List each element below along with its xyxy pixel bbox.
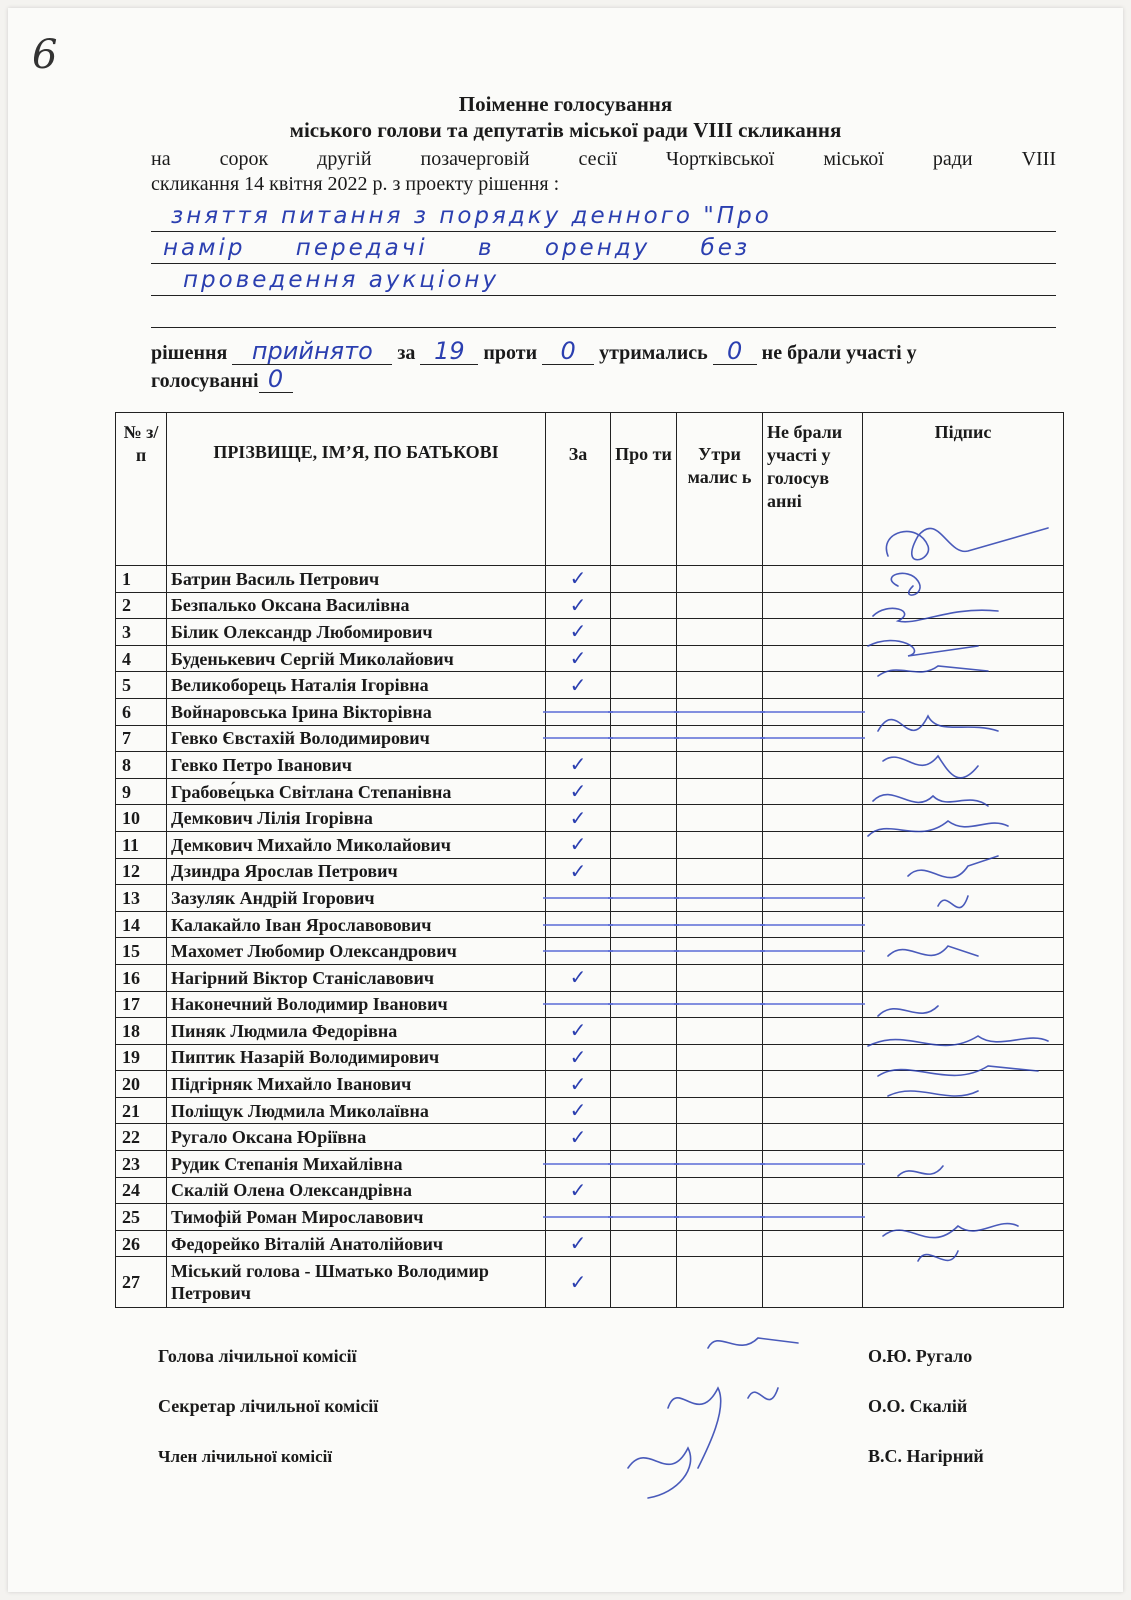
handwritten-page-number: 6 xyxy=(32,32,58,78)
decision-summary xyxy=(151,338,1056,394)
commission-secretary xyxy=(158,1396,1038,1417)
absent-dash xyxy=(608,1216,679,1218)
cell-za xyxy=(546,1151,611,1178)
cell-proty xyxy=(611,619,677,646)
deputy-name: Демкович Михайло Миколайович xyxy=(167,831,546,858)
cell-utrym xyxy=(677,1124,763,1151)
row-number: 10 xyxy=(116,805,167,832)
cell-proty xyxy=(611,672,677,699)
document-title: Поіменне голосування xyxy=(458,92,673,116)
absent-dash xyxy=(543,1003,613,1005)
cell-ne-braly xyxy=(763,1177,863,1204)
commission-chair xyxy=(158,1346,1038,1367)
session-line-1: на сорок другій позачерговій сесії Чортківської міської ради VIII xyxy=(151,148,1056,170)
deputy-name: Нагірний Віктор Станіславович xyxy=(167,964,546,991)
check-mark: ✓ xyxy=(569,619,587,644)
check-mark: ✓ xyxy=(569,566,587,591)
deputy-name: Гевко Петро Іванович xyxy=(167,752,546,779)
cell-ne-braly xyxy=(763,645,863,672)
row-number: 18 xyxy=(116,1018,167,1045)
cell-ne-braly xyxy=(763,1257,863,1308)
cell-utrym xyxy=(677,805,763,832)
absent-dash xyxy=(543,950,613,952)
cell-ne-braly xyxy=(763,619,863,646)
row-number: 9 xyxy=(116,778,167,805)
cell-za xyxy=(546,885,611,912)
absent-dash xyxy=(674,737,765,739)
cell-proty xyxy=(611,752,677,779)
cell-utrym xyxy=(677,1204,763,1231)
absent-dash xyxy=(543,1216,613,1218)
row-number: 3 xyxy=(116,619,167,646)
cell-proty xyxy=(611,885,677,912)
cell-proty xyxy=(611,991,677,1018)
deputy-name: Поліщук Людмила Миколаївна xyxy=(167,1097,546,1124)
deputy-name: Войнаровська Ірина Вікторівна xyxy=(167,698,546,725)
cell-utrym xyxy=(677,964,763,991)
deputy-name: Зазуляк Андрій Ігорович xyxy=(167,885,546,912)
cell-ne-braly xyxy=(763,991,863,1018)
ne-braly-count: 0 xyxy=(259,366,293,393)
cell-ne-braly xyxy=(763,885,863,912)
deputy-signatures xyxy=(858,516,1058,1276)
row-number: 25 xyxy=(116,1204,167,1231)
deputy-name: Ругало Оксана Юріївна xyxy=(167,1124,546,1151)
deputy-name: Дзиндра Ярослав Петрович xyxy=(167,858,546,885)
cell-ne-braly xyxy=(763,1124,863,1151)
check-mark: ✓ xyxy=(569,805,587,830)
cell-proty xyxy=(611,858,677,885)
deputy-name: Рудик Степанія Михайлівна xyxy=(167,1151,546,1178)
cell-za xyxy=(546,725,611,752)
check-mark: ✓ xyxy=(569,779,587,804)
deputy-name: Батрин Василь Петрович xyxy=(167,566,546,593)
header-num: № з/п xyxy=(116,413,167,566)
cell-utrym xyxy=(677,1257,763,1308)
absent-dash xyxy=(543,897,613,899)
cell-za xyxy=(546,1044,611,1071)
row-number: 8 xyxy=(116,752,167,779)
cell-proty xyxy=(611,592,677,619)
ne-braly-label: не брали участі у xyxy=(761,342,917,364)
cell-proty xyxy=(611,964,677,991)
cell-ne-braly xyxy=(763,1071,863,1098)
cell-proty xyxy=(611,1097,677,1124)
cell-proty xyxy=(611,645,677,672)
cell-ne-braly xyxy=(763,1151,863,1178)
decision-label: рішення xyxy=(151,342,228,364)
check-mark: ✓ xyxy=(569,1018,587,1043)
cell-utrym xyxy=(677,672,763,699)
row-number: 1 xyxy=(116,566,167,593)
absent-dash xyxy=(543,1163,613,1165)
row-number: 27 xyxy=(116,1257,167,1308)
row-number: 17 xyxy=(116,991,167,1018)
row-number: 2 xyxy=(116,592,167,619)
cell-ne-braly xyxy=(763,1044,863,1071)
cell-ne-braly xyxy=(763,858,863,885)
absent-dash xyxy=(674,1163,765,1165)
deputy-name: Демкович Лілія Ігорівна xyxy=(167,805,546,832)
deputy-name: Махомет Любомир Олександрович xyxy=(167,938,546,965)
cell-proty xyxy=(611,1044,677,1071)
za-count: 19 xyxy=(420,338,478,365)
deputy-name: Гевко Євстахій Володимирович xyxy=(167,725,546,752)
cell-za xyxy=(546,938,611,965)
cell-utrym xyxy=(677,698,763,725)
cell-proty xyxy=(611,911,677,938)
cell-za xyxy=(546,1230,611,1257)
cell-utrym xyxy=(677,619,763,646)
project-line: зняття питання з порядку денного "Про xyxy=(151,200,1056,232)
check-mark: ✓ xyxy=(569,858,587,883)
absent-dash xyxy=(608,737,679,739)
row-number: 15 xyxy=(116,938,167,965)
cell-proty xyxy=(611,805,677,832)
deputy-name: Скалій Олена Олександрівна xyxy=(167,1177,546,1204)
chair-name: О.Ю. Ругало xyxy=(868,1346,973,1366)
project-line xyxy=(151,296,1056,328)
absent-dash xyxy=(760,711,865,713)
deputy-name: Калакайло Іван Ярославовович xyxy=(167,911,546,938)
row-number: 6 xyxy=(116,698,167,725)
cell-proty xyxy=(611,1204,677,1231)
cell-ne-braly xyxy=(763,1097,863,1124)
cell-utrym xyxy=(677,1071,763,1098)
deputy-name: Міський голова - Шматько Володимир Петрович xyxy=(167,1257,546,1308)
cell-proty xyxy=(611,1018,677,1045)
cell-ne-braly xyxy=(763,752,863,779)
cell-proty xyxy=(611,1151,677,1178)
cell-za xyxy=(546,698,611,725)
cell-proty xyxy=(611,831,677,858)
cell-proty xyxy=(611,698,677,725)
member-label: Член лічильної комісії xyxy=(158,1447,333,1466)
cell-utrym xyxy=(677,991,763,1018)
deputy-name: Федорейко Віталій Анатолійович xyxy=(167,1230,546,1257)
deputy-name: Буденькевич Сергій Миколайович xyxy=(167,645,546,672)
row-number: 26 xyxy=(116,1230,167,1257)
commission-signatures xyxy=(608,1318,808,1508)
check-mark: ✓ xyxy=(569,1231,587,1256)
row-number: 12 xyxy=(116,858,167,885)
cell-utrym xyxy=(677,885,763,912)
absent-dash xyxy=(674,950,765,952)
cell-proty xyxy=(611,725,677,752)
cell-ne-braly xyxy=(763,592,863,619)
cell-proty xyxy=(611,938,677,965)
cell-za xyxy=(546,592,611,619)
cell-proty xyxy=(611,1257,677,1308)
absent-dash xyxy=(760,897,865,899)
za-label: за xyxy=(397,342,416,364)
cell-za xyxy=(546,964,611,991)
absent-dash xyxy=(674,1216,765,1218)
row-number: 24 xyxy=(116,1177,167,1204)
cell-utrym xyxy=(677,645,763,672)
absent-dash xyxy=(543,924,613,926)
deputy-name: Тимофій Роман Мирославович xyxy=(167,1204,546,1231)
member-name: В.С. Нагірний xyxy=(868,1446,984,1466)
absent-dash xyxy=(760,1003,865,1005)
deputy-name: Великоборець Наталія Ігорівна xyxy=(167,672,546,699)
cell-utrym xyxy=(677,1044,763,1071)
check-mark: ✓ xyxy=(569,752,587,777)
absent-dash xyxy=(760,950,865,952)
cell-utrym xyxy=(677,1230,763,1257)
cell-za xyxy=(546,1071,611,1098)
cell-utrym xyxy=(677,1177,763,1204)
cell-ne-braly xyxy=(763,698,863,725)
absent-dash xyxy=(674,1003,765,1005)
cell-ne-braly xyxy=(763,964,863,991)
cell-za xyxy=(546,858,611,885)
cell-utrym xyxy=(677,831,763,858)
check-mark: ✓ xyxy=(569,1177,587,1202)
cell-ne-braly xyxy=(763,725,863,752)
cell-utrym xyxy=(677,911,763,938)
check-mark: ✓ xyxy=(569,1269,587,1294)
cell-utrym xyxy=(677,592,763,619)
golosuvanni-label: голосуванні xyxy=(151,370,259,392)
deputy-name: Підгірняк Михайло Іванович xyxy=(167,1071,546,1098)
header-name: ПРІЗВИЩЕ, ІМ’Я, ПО БАТЬКОВІ xyxy=(167,413,546,566)
absent-dash xyxy=(674,897,765,899)
cell-ne-braly xyxy=(763,672,863,699)
header-ne-braly: Не брали участі у голосув анні xyxy=(763,413,863,566)
absent-dash xyxy=(674,711,765,713)
project-line: намір передачі в оренду без xyxy=(151,232,1056,264)
cell-ne-braly xyxy=(763,805,863,832)
proty-label: проти xyxy=(483,342,538,364)
absent-dash xyxy=(608,1163,679,1165)
absent-dash xyxy=(674,924,765,926)
absent-dash xyxy=(608,897,679,899)
absent-dash xyxy=(760,737,865,739)
cell-ne-braly xyxy=(763,778,863,805)
row-number: 14 xyxy=(116,911,167,938)
cell-utrym xyxy=(677,778,763,805)
cell-proty xyxy=(611,1230,677,1257)
secretary-name: О.О. Скалій xyxy=(868,1396,968,1416)
cell-za xyxy=(546,566,611,593)
chair-label: Голова лічильної комісії xyxy=(158,1346,357,1366)
cell-utrym xyxy=(677,1097,763,1124)
cell-proty xyxy=(611,1177,677,1204)
session-line-2: скликання 14 квітня 2022 р. з проекту рішення : xyxy=(151,173,560,195)
row-number: 20 xyxy=(116,1071,167,1098)
cell-za xyxy=(546,619,611,646)
cell-proty xyxy=(611,1124,677,1151)
absent-dash xyxy=(543,737,613,739)
cell-utrym xyxy=(677,752,763,779)
cell-za xyxy=(546,645,611,672)
decision-result: прийнято xyxy=(232,338,392,365)
check-mark: ✓ xyxy=(569,1044,587,1069)
deputy-name: Безпалько Оксана Василівна xyxy=(167,592,546,619)
row-number: 11 xyxy=(116,831,167,858)
cell-za xyxy=(546,672,611,699)
cell-ne-braly xyxy=(763,1230,863,1257)
project-title-lines xyxy=(151,200,1056,328)
cell-proty xyxy=(611,566,677,593)
cell-ne-braly xyxy=(763,566,863,593)
cell-za xyxy=(546,911,611,938)
cell-utrym xyxy=(677,725,763,752)
check-mark: ✓ xyxy=(569,965,587,990)
cell-za xyxy=(546,1177,611,1204)
cell-ne-braly xyxy=(763,1018,863,1045)
check-mark: ✓ xyxy=(569,832,587,857)
document-subtitle: міського голови та депутатів міської ради VIII скликання xyxy=(289,118,842,142)
commission-member xyxy=(158,1446,1038,1467)
absent-dash xyxy=(760,1216,865,1218)
check-mark: ✓ xyxy=(569,1071,587,1096)
absent-dash xyxy=(608,950,679,952)
cell-proty xyxy=(611,778,677,805)
cell-utrym xyxy=(677,1018,763,1045)
cell-utrym xyxy=(677,858,763,885)
cell-za xyxy=(546,805,611,832)
proty-count: 0 xyxy=(542,338,594,365)
row-number: 7 xyxy=(116,725,167,752)
check-mark: ✓ xyxy=(569,1124,587,1149)
header-proty: Про ти xyxy=(611,413,677,566)
check-mark: ✓ xyxy=(569,672,587,697)
row-number: 5 xyxy=(116,672,167,699)
cell-utrym xyxy=(677,566,763,593)
utrymalys-count: 0 xyxy=(713,338,757,365)
deputy-name: Грабове́цька Світлана Степанівна xyxy=(167,778,546,805)
deputy-name: Наконечний Володимир Іванович xyxy=(167,991,546,1018)
header-utrym: Утри малис ь xyxy=(677,413,763,566)
cell-za xyxy=(546,778,611,805)
deputy-name: Білик Олександр Любомирович xyxy=(167,619,546,646)
cell-za xyxy=(546,1097,611,1124)
header-za: За xyxy=(546,413,611,566)
row-number: 23 xyxy=(116,1151,167,1178)
row-number: 4 xyxy=(116,645,167,672)
project-line: проведення аукціону xyxy=(151,264,1056,296)
check-mark: ✓ xyxy=(569,592,587,617)
absent-dash xyxy=(760,924,865,926)
cell-za xyxy=(546,1124,611,1151)
cell-proty xyxy=(611,1071,677,1098)
secretary-label: Секретар лічильної комісії xyxy=(158,1396,379,1416)
check-mark: ✓ xyxy=(569,1098,587,1123)
header-pidpys: Підпис xyxy=(863,413,1064,566)
row-number: 16 xyxy=(116,964,167,991)
cell-ne-braly xyxy=(763,1204,863,1231)
cell-za xyxy=(546,831,611,858)
cell-utrym xyxy=(677,938,763,965)
row-number: 21 xyxy=(116,1097,167,1124)
cell-ne-braly xyxy=(763,938,863,965)
document-page xyxy=(8,8,1123,1592)
deputy-name: Пиняк Людмила Федорівна xyxy=(167,1018,546,1045)
cell-za xyxy=(546,1018,611,1045)
row-number: 19 xyxy=(116,1044,167,1071)
cell-za xyxy=(546,1204,611,1231)
check-mark: ✓ xyxy=(569,646,587,671)
absent-dash xyxy=(608,1003,679,1005)
utrymalys-label: утрималиcь xyxy=(599,342,708,364)
row-number: 22 xyxy=(116,1124,167,1151)
absent-dash xyxy=(608,924,679,926)
absent-dash xyxy=(760,1163,865,1165)
absent-dash xyxy=(608,711,679,713)
absent-dash xyxy=(543,711,613,713)
cell-ne-braly xyxy=(763,831,863,858)
row-number: 13 xyxy=(116,885,167,912)
cell-za xyxy=(546,991,611,1018)
cell-utrym xyxy=(677,1151,763,1178)
cell-za xyxy=(546,1257,611,1308)
cell-ne-braly xyxy=(763,911,863,938)
cell-za xyxy=(546,752,611,779)
deputy-name: Пиптик Назарій Володимирович xyxy=(167,1044,546,1071)
